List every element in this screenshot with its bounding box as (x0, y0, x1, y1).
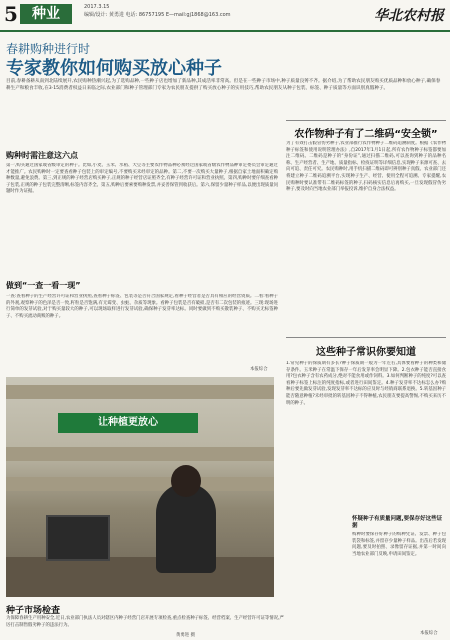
article-kicker: 春耕购种进行时 (6, 42, 91, 56)
newspaper-brand: 华北农村报 (374, 8, 444, 24)
section-title-2: 做到“一查一看一现” (6, 281, 81, 290)
knowledge-author: 本报综合 (420, 631, 438, 636)
section-label: 种业 (20, 4, 72, 24)
article-author: 本报综合 (250, 367, 268, 372)
side-top-rule (286, 120, 446, 121)
side-mid-rule (286, 337, 446, 338)
knowledge-text: 1.常见种子的保质期有多长?种子保质期一般为一年左右,具体要看种子的种类和储存条件。玉米种子在常温下保存一年后发芽率会明显下降。2.包衣种子能否直接食用?包衣种子含有农药成分,绝对不能食用或作饲料。3.如何判断种子的纯度?可以查看种子标签上标注的纯度指标,或者进行田间鉴定。4.种子发芽率不达标怎么办?购种后要先做发芽试验,发现发芽率不达标的应及时与经销商联系退换。5.转基因种子能否随意种植?未经审批的转基因种子不得种植,农民朋友要提高警惕,不购买来历不明的种子。 (286, 361, 446, 406)
seed-store-photo (6, 377, 274, 597)
section-title-1: 购种时需注意这六点 (6, 151, 78, 160)
article-lead: 目前,春耕备耕从南到北陆续展开,农民购种热潮兴起,为了选购品种,一些种子店也增加了新品种,其成活率非常高。但是在一些种子市场中,种子质量良莠不齐。据介绍,为了帮助农民朋友购买优质品种和放心种子,确保春耕生产和粮食丰收,在3·15消费者权益日来临之际,农业部门和种子管理部门专家为农民朋友提供了购买放心种子的实用技巧,帮助农民朋友从种子包装、标签、种子质量等方面识别真假种子。 (6, 79, 441, 91)
page-number: 5 (4, 2, 18, 26)
inspector-head (171, 465, 201, 497)
knowledge-box-title: 怀疑种子有质量问题,要保存好这些证据 (352, 516, 443, 529)
market-title: 种子市场检查 (6, 606, 61, 616)
market-caption: 为保障春耕生产用种安全,近日,农业部门执法人员对辖区内种子经营门店开展专项检查,重点检查种子标签、经营档案、生产经营许可证等情况,严厉打击制售假劣种子的违法行为。 (6, 616, 284, 628)
header-meta (84, 3, 231, 19)
store-sign: 让种植更放心 (58, 413, 198, 433)
section-text-2: 一查:查看种子的生产经营许可证和营业执照,查看种子标签、包装等是否符合国家规定,看种子经营者是否具有相应的经营资质。二看:看种子的外观,观察种子的色泽是否一致,籽粒是否饱满,有无霉变、虫蛀、杂质等现象。看种子包装是否有破损,是否有二次包装的痕迹。三现:现场进行简单的发芽试验,对于购买量较大的种子,可以现场取样进行发芽试验,确保种子发芽率达标。同时要做到不购买散装种子、不购买无标签种子、不购买流动商贩的种子。 (6, 294, 278, 319)
section-text-1: 第一,购买通过国家或省级审定的种子。比如,小麦、玉米、水稻、大豆等主要农作物品种必须经过国家或省级农作物品种审定委员会审定通过才能推广。农民购种时一定要查看种子包装上的审定编号,不要购买未经审定的品种。第二,不要一次购买大量种子,根据自家土地面积确定购种数量,避免浪费。第三,到正规的种子经营店购买种子,正规的种子经营店证照齐全,有种子经营许可证和营业执照。第四,购种时要仔细查看种子包装,正规的种子包装完整清晰,标签内容齐全。第五,购种后要索要购种发票,并妥善保管到收获后。第六,保留少量种子样品,以便出现质量问题时作为证据。 (6, 163, 278, 195)
article-headline: 专家教你如何购买放心种子 (6, 58, 222, 79)
editor-line: 编辑/设计: 黄勇进 电话: 86757195 E—mail:gj1868@163.com (84, 12, 231, 18)
shelf (6, 385, 274, 399)
shelf (6, 477, 274, 491)
computer-monitor (46, 515, 110, 561)
shelf (6, 447, 274, 461)
knowledge-title: 这些种子常识你要知道 (316, 347, 416, 358)
market-photo-credit: 黄勇进 摄 (176, 633, 195, 638)
side-article-text: 为了有效打击假冒伪劣种子,农业部推行农作物种子二维码追溯制度。根据《农作物种子标签和使用说明管理办法》,自2017年1月1日起,所有农作物种子标签都要加注二维码。二维码是种子的“身份证”,通过扫描二维码,可以查询到种子的品种名称、生产经营者、生产地、质量指标、检疫证明等详细信息,实现种子来源可查、去向可追、责任可究。农民购种时,用手机扫描二维码即可辨别种子真假。农业部门还将建立种子二维码追溯平台,实现种子生产、经营、使用全程可追溯。专家提醒,农民购种时要认准带有二维码标签的种子,扫码核实信息后再购买,一旦发现假冒伪劣种子,要及时向当地农业部门举报投诉,维护自身合法权益。 (286, 141, 446, 193)
side-article-title: 农作物种子有了二维码“安全锁” (294, 129, 438, 140)
issue-date: 2017.3.15 (84, 4, 110, 10)
page-header (0, 0, 450, 32)
knowledge-box-text: 购种时要保存好种子的购种凭证、发票、种子包装袋和标签,并留存少量种子样品。出苗后若发现问题,要及时拍照、录像留存证据,并第一时间向当地农业部门反映,申请田间鉴定。 (352, 532, 446, 557)
counter (6, 557, 274, 597)
